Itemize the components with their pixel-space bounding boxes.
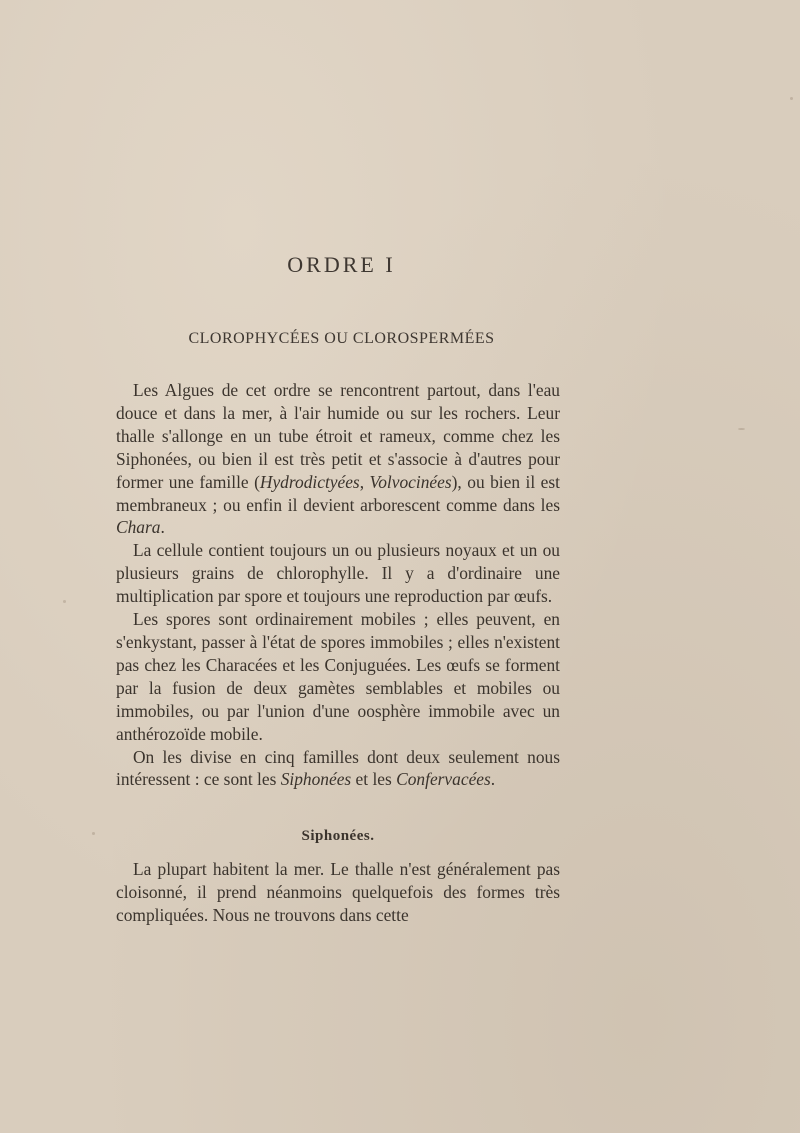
paragraph-1-text-c: ), ou bien il est membraneux ; ou enfin il devient arborescent comme dans les	[116, 471, 560, 515]
paragraph-1-text-d: .	[160, 517, 165, 538]
paragraph-4-text-b: et les	[351, 769, 397, 790]
paper-speck	[790, 97, 793, 100]
order-title: ORDRE I	[287, 252, 396, 277]
subheading-siphonees: Siphonées.	[301, 828, 375, 844]
paragraph-1	[116, 379, 560, 539]
term-hydrodictyees: Hydrodictyées	[259, 471, 360, 492]
body-text	[116, 379, 560, 791]
paper-speck	[92, 832, 95, 835]
paragraph-2: La cellule contient toujours un ou plusieurs noyaux et un ou plusieurs grains de chlorophylle. Il y a d'ordinaire une multiplication par spore et toujours une reproduction par œufs.	[116, 540, 560, 607]
paper-speck	[63, 600, 66, 603]
paragraph-3: Les spores sont ordinairement mobiles ; elles peuvent, en s'enkystant, passer à l'état de spores immobiles ; elles n'existent pas chez les Characées et les Conjuguées. Les œufs se forment par la fusion de deux gamètes semblables et mobiles ou immobiles, ou par l'union d'une oosphère immobile avec un anthérozoïde mobile.	[116, 609, 560, 744]
paragraph-4	[116, 746, 560, 792]
term-confervacees: Confervacées	[396, 769, 491, 790]
paragraph-1-text-b: ,	[359, 471, 370, 492]
paragraph-5: La plupart habitent la mer. Le thalle n'est généralement pas cloisonné, il prend néanmoins quelquefois des formes très compliquées. Nous ne trouvons dans cette	[116, 859, 560, 925]
section-title: CLOROPHYCÉES OU CLOROSPERMÉES	[188, 330, 495, 347]
closing-text	[116, 858, 560, 927]
paragraph-1-text-a: Les Algues de cet ordre se rencontrent partout, dans l'eau douce et dans la mer, à l'air humide ou sur les rochers. Leur thalle s'allonge en un tube étroit et rameux, comme chez les Siphonées, ou bien il est très petit et s'associe à d'autres pour former une famille (	[116, 380, 560, 492]
paragraph-4-text-c: .	[490, 769, 496, 790]
term-volvocinees: Volvocinées	[369, 471, 452, 492]
term-siphonees: Siphonées	[280, 769, 352, 790]
paper-speck	[738, 428, 745, 430]
term-chara: Chara	[116, 517, 161, 538]
paragraph-4-text-a: On les divise en cinq familles dont deux seulement nous intéressent : ce sont les	[116, 746, 560, 790]
